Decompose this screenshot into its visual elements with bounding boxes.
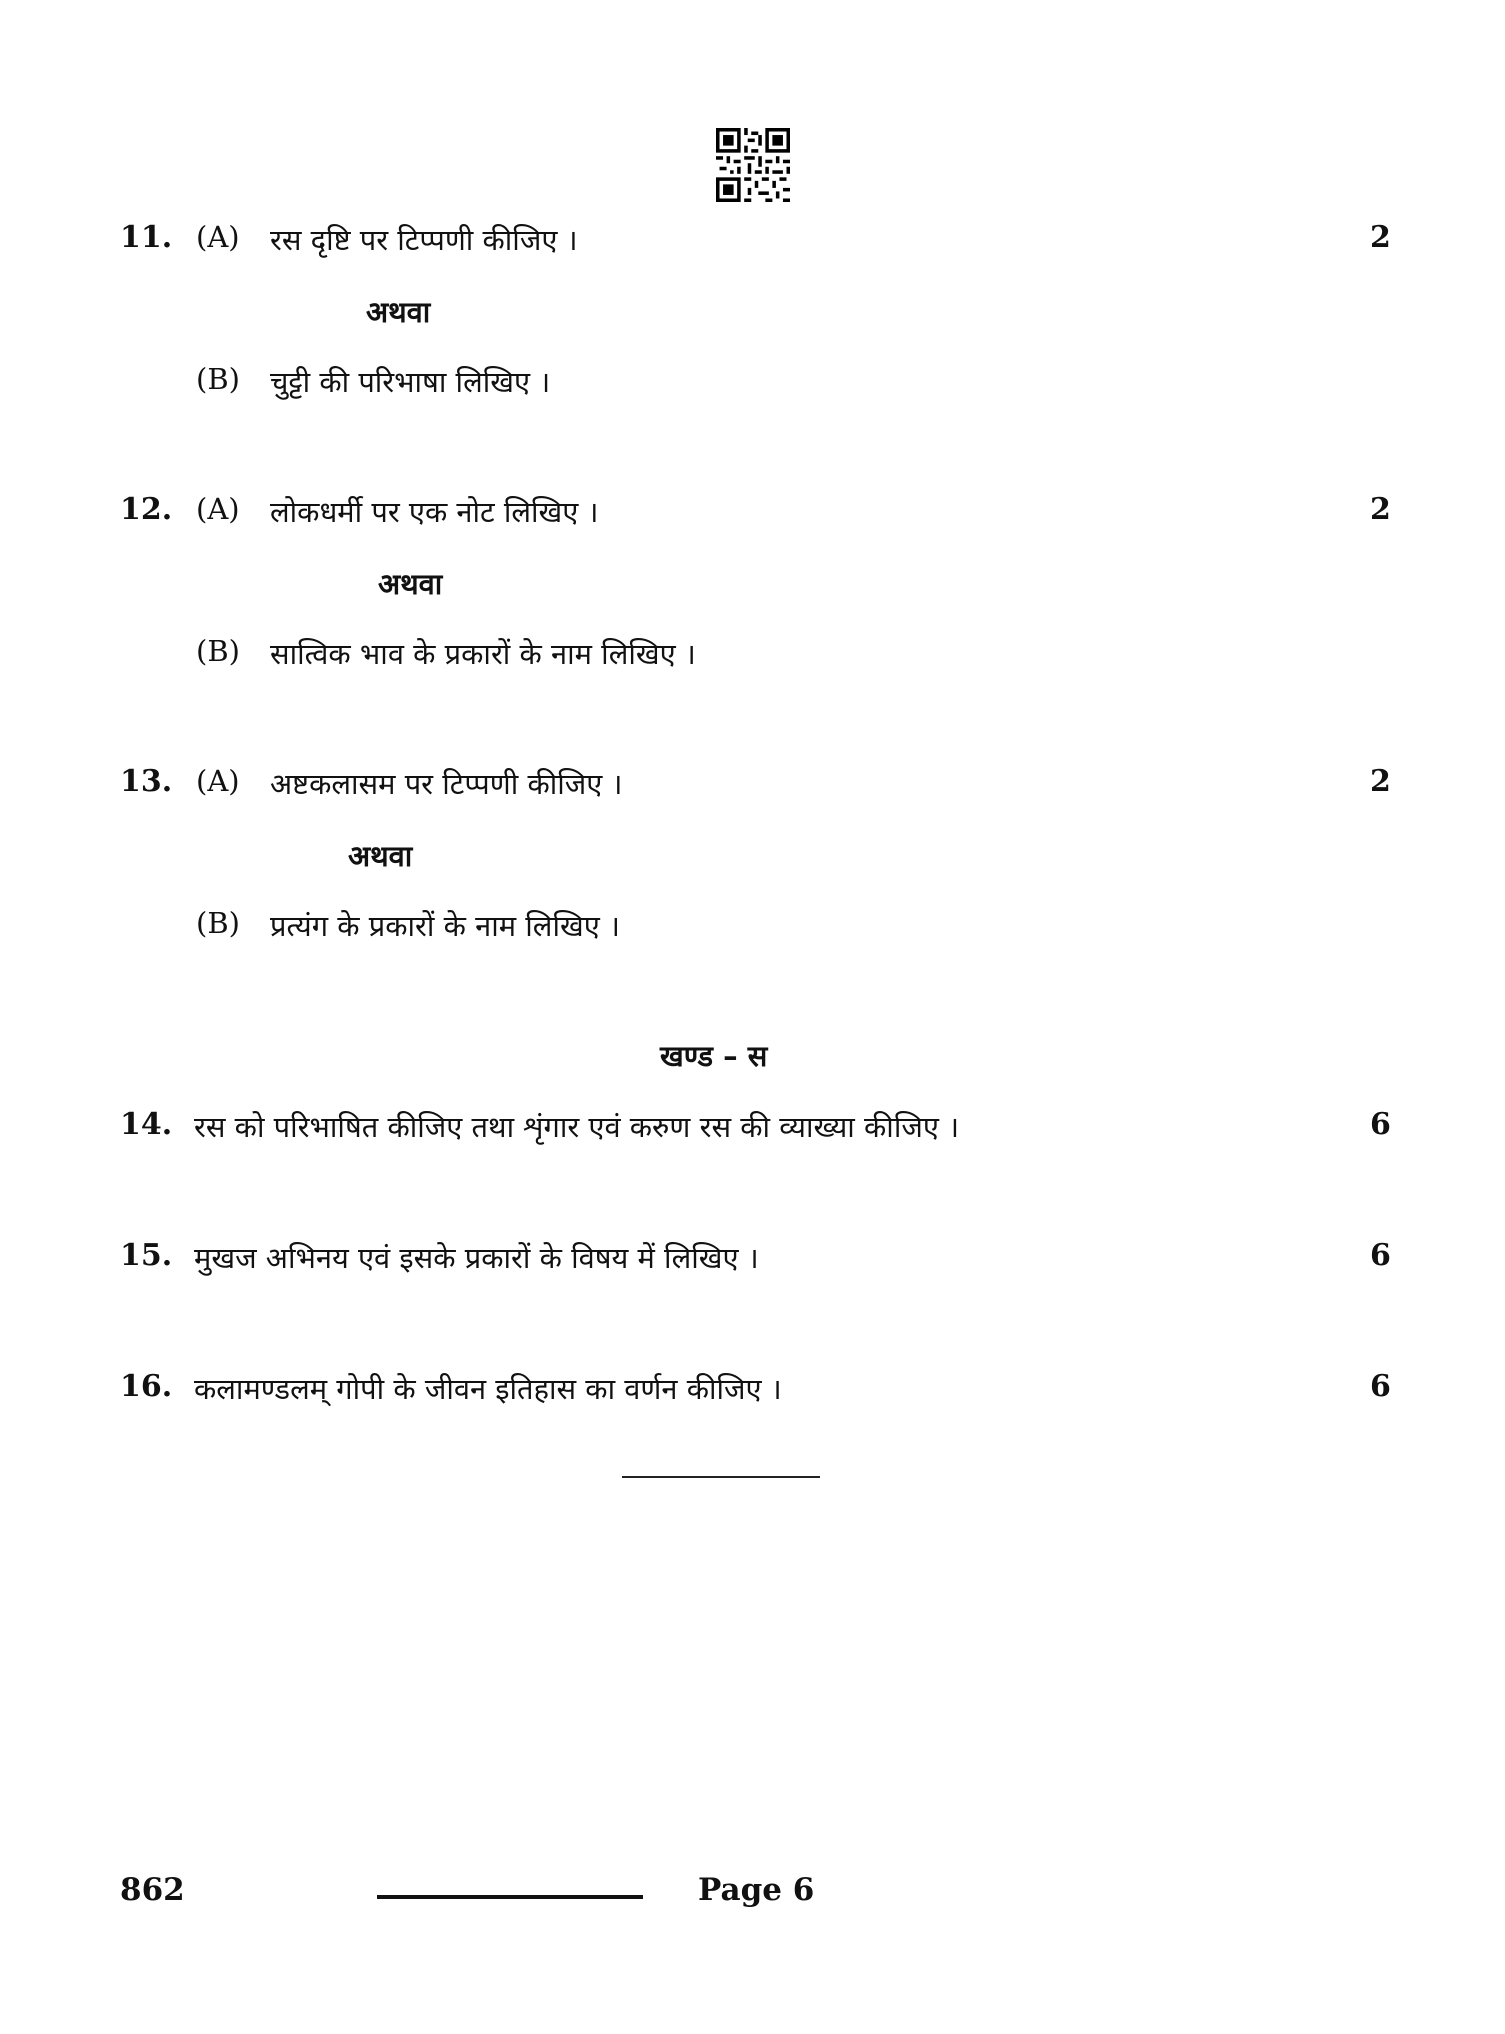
option-label: (A) — [196, 764, 240, 798]
question-number: 16. — [120, 1369, 173, 1404]
question-number: 15. — [120, 1238, 173, 1273]
question-text: कलामण्डलम् गोपी के जीवन इतिहास का वर्णन कीजिए । — [194, 1372, 782, 1406]
marks: 6 — [1370, 1238, 1391, 1273]
section-heading: खण्ड – स — [660, 1039, 768, 1073]
question-text: मुखज अभिनय एवं इसके प्रकारों के विषय में लिखिए । — [194, 1241, 759, 1275]
option-text: सात्विक भाव के प्रकारों के नाम लिखिए । — [270, 637, 696, 671]
marks: 2 — [1370, 492, 1391, 527]
question-number: 13. — [120, 764, 173, 799]
page-number: Page 6 — [698, 1872, 815, 1908]
end-of-paper-divider — [622, 1476, 820, 1478]
qr-code-icon — [716, 128, 790, 202]
paper-code: 862 — [120, 1872, 185, 1908]
question-number: 11. — [120, 220, 173, 255]
or-separator: अथवा — [348, 839, 413, 873]
option-text: प्रत्यंग के प्रकारों के नाम लिखिए । — [270, 909, 620, 943]
marks: 2 — [1370, 220, 1391, 255]
option-text: लोकधर्मी पर एक नोट लिखिए । — [270, 495, 599, 529]
option-text: अष्टकलासम पर टिप्पणी कीजिए । — [270, 767, 623, 801]
option-label: (B) — [196, 634, 240, 668]
option-label: (B) — [196, 906, 240, 940]
question-number: 14. — [120, 1107, 173, 1142]
or-separator: अथवा — [378, 567, 443, 601]
marks: 6 — [1370, 1369, 1391, 1404]
option-text: रस दृष्टि पर टिप्पणी कीजिए । — [270, 223, 578, 257]
option-label: (A) — [196, 220, 240, 254]
footer-divider — [377, 1895, 643, 1899]
or-separator: अथवा — [366, 295, 431, 329]
question-text: रस को परिभाषित कीजिए तथा शृंगार एवं करुण रस की व्याख्या कीजिए । — [194, 1110, 960, 1144]
question-number: 12. — [120, 492, 173, 527]
option-label: (A) — [196, 492, 240, 526]
marks: 6 — [1370, 1107, 1391, 1142]
marks: 2 — [1370, 764, 1391, 799]
option-label: (B) — [196, 362, 240, 396]
option-text: चुट्टी की परिभाषा लिखिए । — [270, 365, 551, 399]
